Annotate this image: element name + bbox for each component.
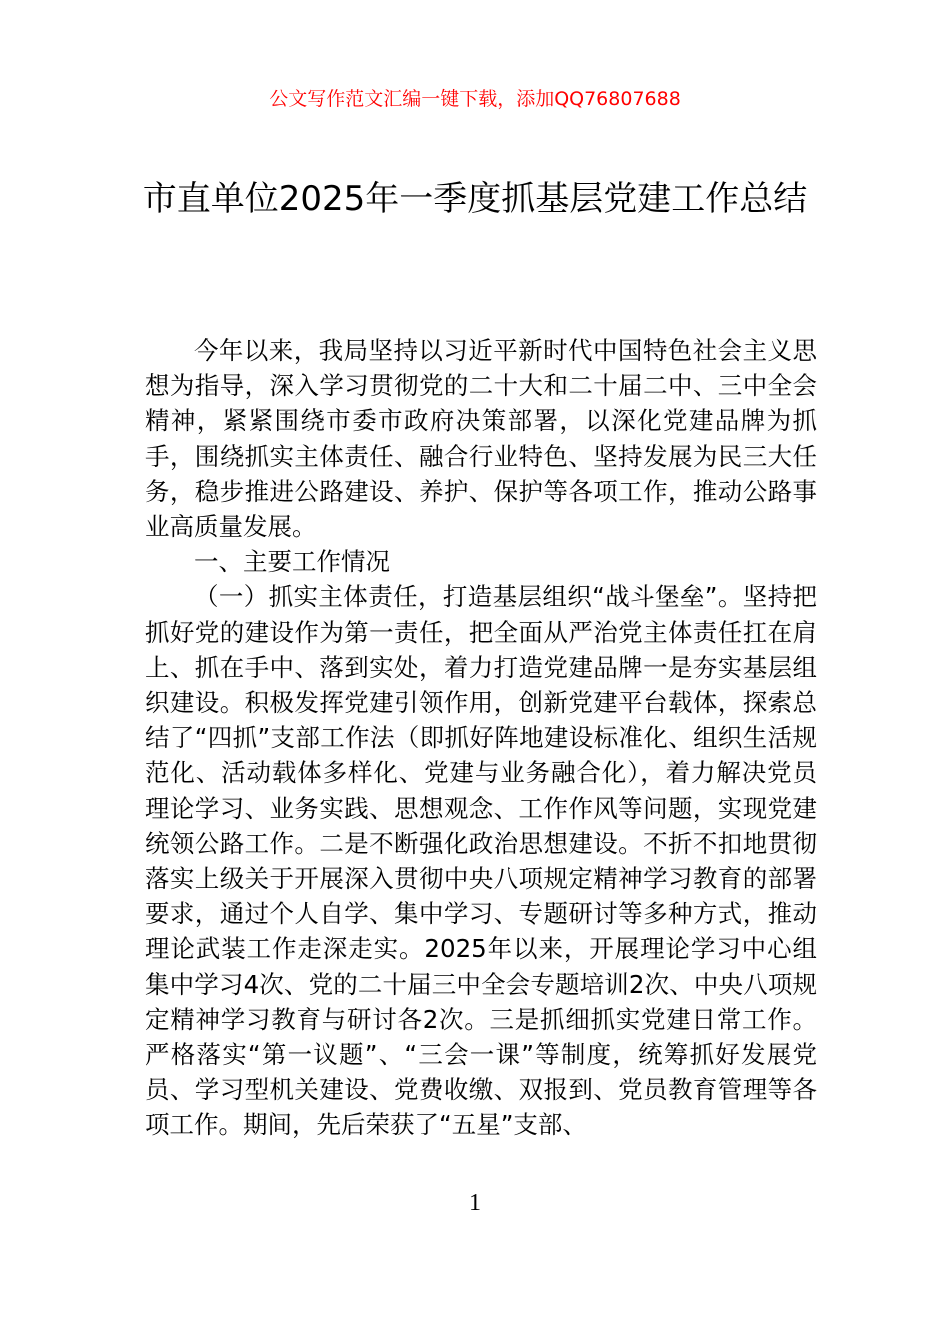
document-body bbox=[145, 333, 817, 1143]
section-heading: 一、主要工作情况 bbox=[194, 547, 390, 577]
intro-paragraph: 今年以来，我局坚持以习近平新时代中国特色社会主义思想为指导，深入学习贯彻党的二十大和二十届二中、三中全会精神，紧紧围绕市委市政府决策部署，以深化党建品牌为抓手，围绕抓实主体责任、融合行业特色、坚持发展为民三大任务，稳步推进公路建设、养护、保护等各项工作，推动公路事业高质量发展。 bbox=[145, 336, 817, 542]
subsection-paragraph: （一）抓实主体责任，打造基层组织“战斗堡垒”。坚持把抓好党的建设作为第一责任，把全面从严治党主体责任扛在肩上、抓在手中、落到实处，着力打造党建品牌一是夯实基层组织建设。积极发挥党建引领作用，创新党建平台载体，探索总结了“四抓”支部工作法（即抓好阵地建设标准化、组织生活规范化、活动载体多样化、党建与业务融合化），着力解决党员理论学习、业务实践、思想观念、工作作风等问题，实现党建统领公路工作。二是不断强化政治思想建设。不折不扣地贯彻落实上级关于开展深入贯彻中央八项规定精神学习教育的部署要求，通过个人自学、集中学习、专题研讨等多种方式，推动理论武装工作走深走实。2025年以来，开展理论学习中心组集中学习4次、党的二十届三中全会专题培训2次、中央八项规定精神学习教育与研讨各2次。三是抓细抓实党建日常工作。严格落实“第一议题”、“三会一课”等制度，统筹抓好发展党员、学习型机关建设、党费收缴、双报到、党员教育管理等各项工作。期间，先后荣获了“五星”支部、 bbox=[145, 582, 817, 1140]
document-title: 市直单位2025年一季度抓基层党建工作总结 bbox=[142, 179, 808, 219]
page-number: 1 bbox=[469, 1190, 481, 1216]
watermark-text[interactable]: 公文写作范文汇编一键下载，添加QQ76807688 bbox=[269, 88, 681, 110]
